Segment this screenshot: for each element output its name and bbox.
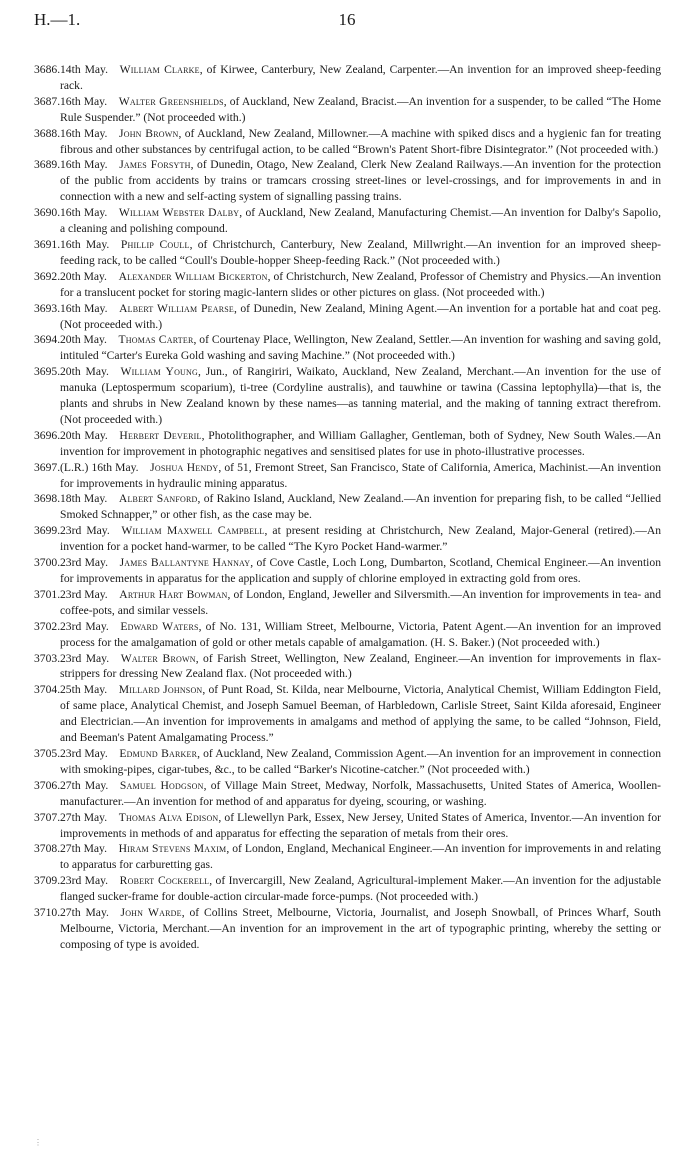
applicant-name: Edmund Barker bbox=[119, 746, 198, 760]
applicant-name: Walter Brown bbox=[120, 651, 196, 665]
applicant-name: Thomas Carter bbox=[118, 333, 194, 347]
patent-entry-list bbox=[34, 62, 661, 953]
document-code: H.—1. bbox=[34, 10, 81, 29]
entry-description: , of Cove Castle, Loch Long, Dumbarton, Scotland, Chemical Engineer.—An invention for improvements in apparatus for the application and supply of chlorine employed in extracting gold from ores. bbox=[60, 556, 661, 585]
page-number: 16 bbox=[338, 10, 356, 29]
entry-number: 3700. bbox=[34, 556, 61, 570]
entry-description: , of Courtenay Place, Wellington, New Zealand, Settler.—An invention for washing and saving gold, intituled “Carter's Eureka Gold washing and saving Machine.” (Not proceeded with.) bbox=[60, 333, 661, 363]
entry-number: 3689. bbox=[34, 158, 61, 172]
patent-entry bbox=[34, 460, 661, 492]
entry-number: 3706. bbox=[34, 778, 61, 792]
entry-number: 3708. bbox=[34, 842, 61, 856]
entry-description: , of Farish Street, Wellington, New Zealand, Engineer.—An invention for improvements in flax-strippers for dressing New Zealand flax. (Not proceeded with.) bbox=[60, 651, 661, 681]
entry-date: 20th May. bbox=[60, 365, 109, 379]
entry-description: , of Auckland, New Zealand, Commission Agent.—An invention for an improvement in connection with smoking-pipes, cigar-tubes, &c., to be called “Barker's Nicotine-catcher.” (Not proceeded with.) bbox=[60, 746, 662, 776]
applicant-name: William Young bbox=[120, 365, 198, 379]
entry-description: , of Dunedin, Otago, New Zealand, Clerk New Zealand Railways.—An invention for the protection of the public from accidents by trains or tramcars crossing street-lines or level-crossings, and for improvements in and in connection with a new and self-acting system of signalling passing trains. bbox=[60, 158, 661, 204]
entry-description: , of Kirwee, Canterbury, New Zealand, Carpenter.—An invention for an improved sheep-feeding rack. bbox=[60, 63, 661, 92]
patent-entry bbox=[34, 523, 661, 555]
applicant-name: Joshua Hendy bbox=[150, 460, 219, 474]
entry-number: 3693. bbox=[34, 301, 61, 315]
applicant-name: Albert William Pearse bbox=[119, 301, 234, 315]
applicant-name: William Clarke bbox=[119, 63, 200, 76]
entry-date: 16th May. bbox=[60, 94, 108, 108]
applicant-name: James Ballantyne Hannay bbox=[119, 556, 251, 570]
entry-description: , of Auckland, New Zealand, Bracist.—An invention for a suspender, to be called “The Home Rule Suspender.” (Not proceeded with.) bbox=[60, 94, 661, 124]
entry-number: 3690. bbox=[34, 206, 61, 220]
entry-date: 16th May. bbox=[60, 126, 108, 140]
entry-description: , Jun., of Rangiriri, Waikato, Auckland, New Zealand, Merchant.—An invention for the use of manuka (Leptospermum scoparium), ti-tree (Cordyline australis), and tauwhine or tawina (Cassina leptophylla)—that is, the plants and shrubs in New Zealand known by these names—as tanning material, and the making of tanning extract therefrom. (Not proceeded with.) bbox=[60, 365, 661, 426]
entry-number: 3687. bbox=[34, 94, 61, 108]
patent-entry bbox=[34, 555, 661, 587]
entry-number: 3686. bbox=[34, 63, 61, 76]
applicant-name: John Brown bbox=[119, 126, 179, 140]
entry-description: , of London, England, Mechanical Engineer.—An invention for improvements in and relating to apparatus for carburetting gas. bbox=[60, 842, 661, 872]
entry-description: , of Village Main Street, Medway, Norfolk, Massachusetts, United States of America, Woollen-manufacturer.—An invention for method of and apparatus for dyeing, scouring, or washing. bbox=[60, 778, 661, 808]
patent-entry bbox=[34, 205, 661, 237]
patent-entry bbox=[34, 428, 661, 460]
entry-date: 16th May. bbox=[60, 158, 108, 172]
entry-description: , of Christchurch, New Zealand, Professor of Chemistry and Physics.—An invention for a translucent pocket for storing magic-lantern slides or other pictures on glass. (Not proceeded with.) bbox=[60, 269, 661, 299]
applicant-name: Arthur Hart Bowman bbox=[119, 587, 228, 601]
entry-date: 14th May. bbox=[60, 63, 108, 76]
entry-description: , of Christchurch, Canterbury, New Zealand, Millwright.—An invention for an improved sheep-feeding rack, to be called “Coull's Double-hopper Sheep-feeding Rack.” (Not proceeded with.) bbox=[60, 237, 661, 267]
patent-entry bbox=[34, 237, 661, 269]
applicant-name: Walter Greenshields bbox=[118, 94, 224, 108]
entry-number: 3704. bbox=[34, 683, 61, 697]
entry-description: , of Collins Street, Melbourne, Victoria, Journalist, and Joseph Snowball, of Princes Wharf, South Melbourne, Victoria, Merchant.—An invention for an improvement in the art of typographic printing, whereby the setting or composing of type is avoided. bbox=[60, 906, 661, 951]
entry-number: 3709. bbox=[34, 874, 61, 888]
applicant-name: Herbert Deveril bbox=[119, 428, 202, 442]
applicant-name: Phillip Coull bbox=[120, 237, 190, 251]
applicant-name: Millard Johnson bbox=[118, 683, 203, 697]
applicant-name: Alexander William Bickerton bbox=[118, 269, 268, 283]
patent-entry bbox=[34, 94, 661, 126]
entry-date: 20th May. bbox=[60, 333, 107, 347]
entry-date: 20th May. bbox=[60, 269, 107, 283]
applicant-name: Albert Sanford bbox=[118, 492, 198, 506]
applicant-name: William Webster Dalby bbox=[118, 206, 240, 220]
entry-number: 3698. bbox=[34, 492, 61, 506]
patent-entry bbox=[34, 126, 661, 158]
applicant-name: William Maxwell Campbell bbox=[121, 524, 265, 538]
patent-entry bbox=[34, 651, 661, 683]
entry-date: 27th May. bbox=[60, 778, 109, 792]
entry-date: (L.R.) 16th May. bbox=[60, 460, 139, 474]
entry-date: 23rd May. bbox=[60, 746, 108, 760]
entry-date: 23rd May. bbox=[60, 874, 109, 888]
entry-date: 23rd May. bbox=[60, 587, 108, 601]
entry-description: , of London, England, Jeweller and Silversmith.—An invention for improvements in tea- and coffee-pots, and similar vessels. bbox=[60, 587, 662, 617]
entry-number: 3694. bbox=[34, 333, 61, 347]
entry-description: , at present residing at Christchurch, New Zealand, Major-General (retired).—An invention for a pocket hand-warmer, to be called “The Kyro Pocket Hand-warmer.” bbox=[60, 524, 661, 554]
entry-description: , of Rakino Island, Auckland, New Zealand.—An invention for preparing fish, to be called “Jellied Smoked Schnapper,” or other fish, as the case may be. bbox=[60, 492, 661, 522]
patent-entry bbox=[34, 810, 661, 842]
applicant-name: Thomas Alva Edison bbox=[118, 810, 219, 824]
patent-entry bbox=[34, 157, 661, 205]
entry-description: , Photolithographer, and William Gallagher, Gentleman, both of Sydney, New South Wales.—An invention for improvement in photographic negatives and sensitised plates for use in photo-illustrative processes. bbox=[60, 428, 661, 458]
patent-entry bbox=[34, 269, 661, 301]
entry-number: 3696. bbox=[34, 428, 61, 442]
patent-entry bbox=[34, 619, 661, 651]
entry-date: 16th May. bbox=[60, 237, 110, 251]
entry-date: 18th May. bbox=[60, 492, 108, 506]
entry-date: 27th May. bbox=[60, 810, 108, 824]
entry-description: , of Auckland, New Zealand, Manufacturing Chemist.—An invention for Dalby's Sapolio, a cleaning and polishing compound. bbox=[60, 206, 661, 236]
patent-entry bbox=[34, 873, 661, 905]
patent-entry bbox=[34, 682, 661, 746]
entry-number: 3705. bbox=[34, 746, 61, 760]
entry-date: 23rd May. bbox=[60, 651, 110, 665]
applicant-name: Hiram Stevens Maxim bbox=[118, 842, 227, 856]
entry-number: 3692. bbox=[34, 269, 61, 283]
patent-entry bbox=[34, 301, 661, 333]
entry-description: , of Llewellyn Park, Essex, New Jersey, United States of America, Inventor.—An invention for improvements in methods of and apparatus for effecting the separation of metals from their ores. bbox=[60, 810, 661, 840]
entry-description: , of Dunedin, New Zealand, Mining Agent.—An invention for a portable hat and coat peg. (Not proceeded with.) bbox=[60, 301, 662, 331]
entry-date: 23rd May. bbox=[60, 524, 110, 538]
entry-date: 27th May. bbox=[60, 842, 107, 856]
entry-date: 16th May. bbox=[60, 206, 108, 220]
entry-number: 3707. bbox=[34, 810, 61, 824]
patent-entry bbox=[34, 364, 661, 428]
patent-entry bbox=[34, 587, 661, 619]
entry-description: , of Punt Road, St. Kilda, near Melbourne, Victoria, Analytical Chemist, William Eddington Field, of same place, Analytical Chemist, and Joseph Samuel Beeman, of Harbledown, Carlisle Street, Saint Kilda aforesaid, Engineer and Electrician.—An invention for improvements in amalgams and method of applying the same, to be called “Johnson, Field, and Beeman's Patent Amalgamating Process.” bbox=[60, 683, 661, 745]
entry-description: , of 51, Fremont Street, San Francisco, State of California, America, Machinist.—An invention for improvements in hydraulic mining apparatus. bbox=[60, 460, 661, 490]
entry-number: 3695. bbox=[34, 365, 61, 379]
page-header bbox=[34, 10, 660, 36]
entry-number: 3701. bbox=[34, 587, 61, 601]
applicant-name: James Forsyth bbox=[119, 158, 191, 172]
entry-number: 3703. bbox=[34, 651, 61, 665]
entry-date: 23rd May. bbox=[60, 556, 108, 570]
entry-description: , of Invercargill, New Zealand, Agricultural-implement Maker.—An invention for the adjustable flanged sucker-frame for double-action circular-made force-pumps. (Not proceeded with.) bbox=[60, 874, 661, 904]
entry-description: , of No. 131, William Street, Melbourne, Victoria, Patent Agent.—An invention for an improved process for the amalgamation of gold or other metals capable of amalgamation. (H. S. Baker.) (Not proceeded with.) bbox=[60, 619, 661, 649]
patent-entry bbox=[34, 62, 661, 94]
entry-description: , of Auckland, New Zealand, Millowner.—A machine with spiked discs and a hygienic fan for treating fibrous and other substances by centrifugal action, to be called “Brown's Patent Short-fibre Disintegrator.” (Not proceeded with.) bbox=[60, 126, 661, 156]
patent-entry bbox=[34, 778, 661, 810]
entry-date: 20th May. bbox=[60, 428, 108, 442]
page-edge-mark: ⋮ bbox=[34, 1138, 42, 1147]
entry-number: 3699. bbox=[34, 524, 61, 538]
entry-date: 25th May. bbox=[60, 683, 108, 697]
entry-number: 3691. bbox=[34, 237, 61, 251]
entry-number: 3702. bbox=[34, 619, 61, 633]
applicant-name: Robert Cockerell bbox=[119, 874, 210, 888]
entry-date: 23rd May. bbox=[60, 619, 109, 633]
patent-entry bbox=[34, 746, 661, 778]
patent-entry bbox=[34, 332, 661, 364]
patent-entry bbox=[34, 841, 661, 873]
entry-number: 3710. bbox=[34, 906, 61, 920]
applicant-name: Edward Waters bbox=[120, 619, 199, 633]
entry-date: 27th May. bbox=[60, 906, 109, 920]
entry-number: 3688. bbox=[34, 126, 61, 140]
applicant-name: John Warde bbox=[120, 906, 182, 920]
patent-entry bbox=[34, 905, 661, 953]
entry-number: 3697. bbox=[34, 460, 61, 474]
entry-date: 16th May. bbox=[60, 301, 108, 315]
applicant-name: Samuel Hodgson bbox=[119, 778, 204, 792]
patent-entry bbox=[34, 491, 661, 523]
